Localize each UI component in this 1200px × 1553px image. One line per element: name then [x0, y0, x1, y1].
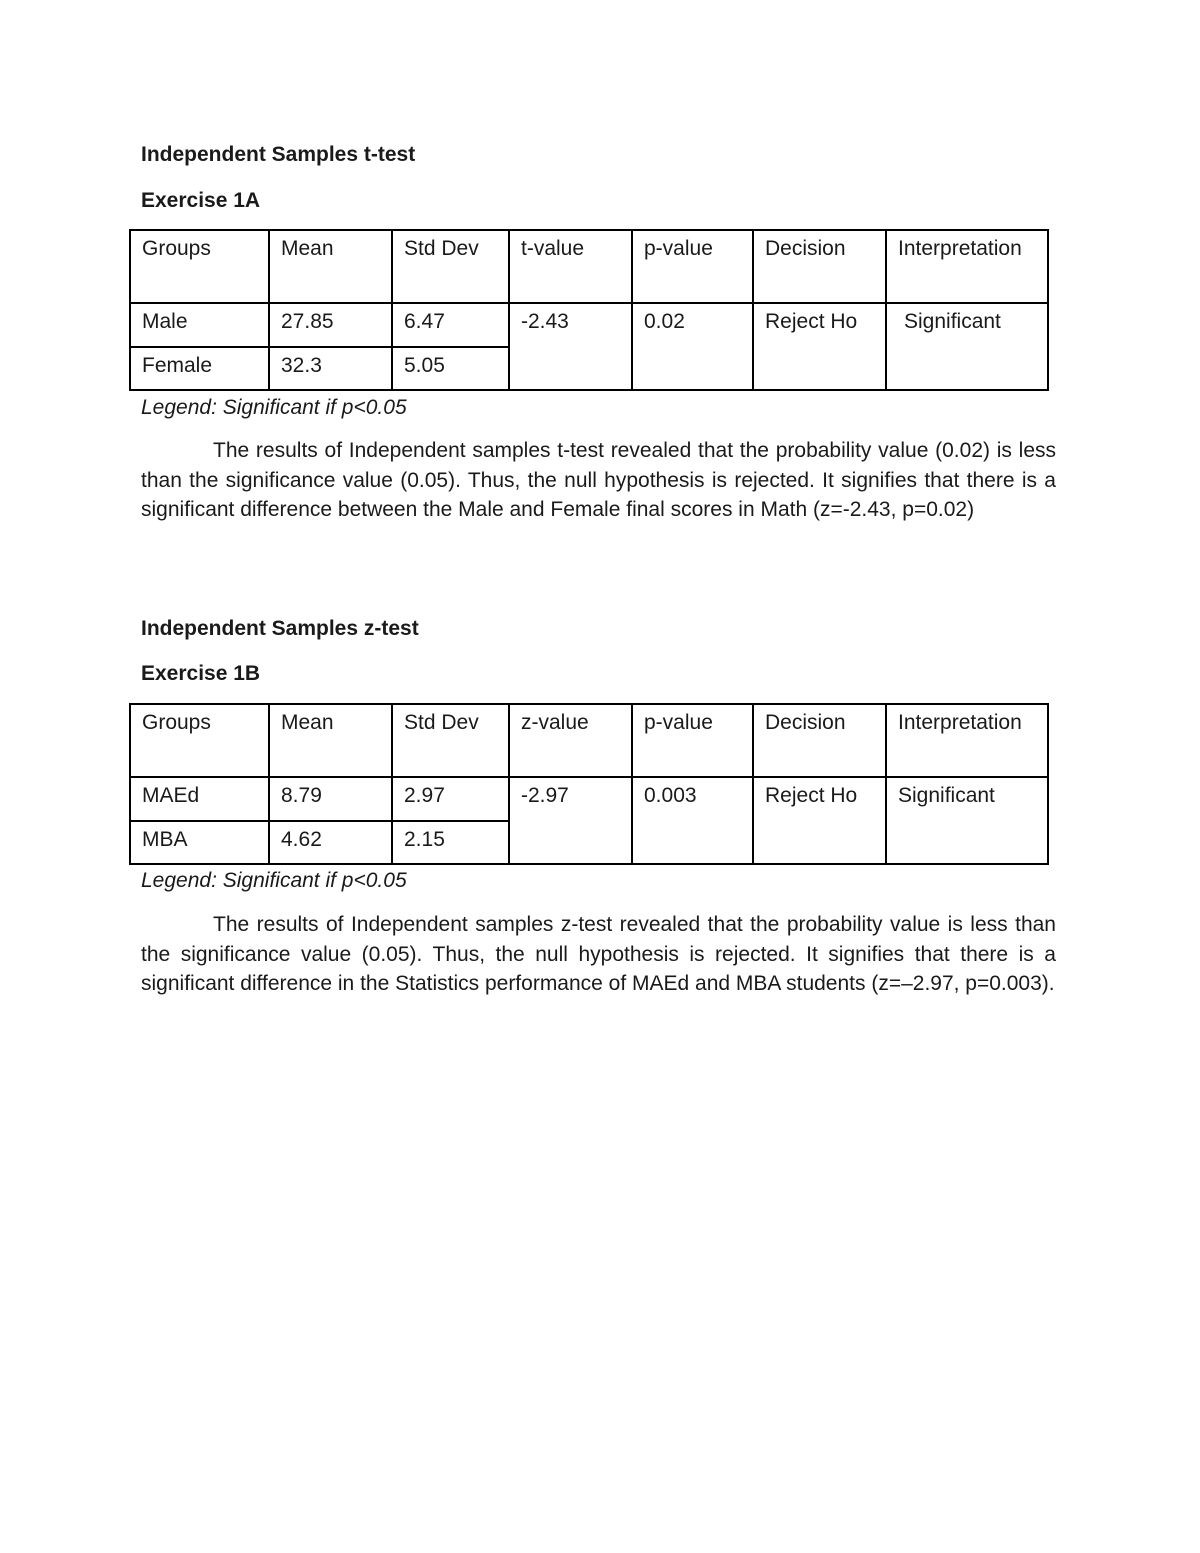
header-cell: z-value	[509, 704, 632, 777]
mean-cell: 8.79	[269, 777, 392, 821]
interpretation-cell: Significant	[886, 777, 1048, 864]
mean-cell: 4.62	[269, 821, 392, 864]
table-row	[130, 303, 1048, 347]
section-b-legend: Legend: Significant if p<0.05	[141, 869, 407, 892]
header-cell: Mean	[269, 230, 392, 303]
header-cell: Mean	[269, 704, 392, 777]
mean-cell: 27.85	[269, 303, 392, 347]
section-b-exercise: Exercise 1B	[141, 662, 261, 685]
header-cell: Interpretation	[886, 230, 1048, 303]
header-cell: Groups	[130, 704, 269, 777]
sd-cell: 2.15	[392, 821, 509, 864]
sd-cell: 6.47	[392, 303, 509, 347]
group-cell: Female	[130, 347, 269, 390]
header-cell: Decision	[753, 704, 886, 777]
section-a-paragraph: The results of Independent samples t-test revealed that the probability value (0.02) is less than the significance value (0.05). Thus, the null hypothesis is rejected. It signifies that there is a significant difference between the Male and Female final scores in Math (z=-2.43, p=0.02)	[141, 439, 1056, 521]
p-value-cell: 0.02	[632, 303, 753, 390]
table-header-row	[130, 230, 1048, 303]
header-cell: Std Dev	[392, 704, 509, 777]
header-cell: Decision	[753, 230, 886, 303]
header-cell: t-value	[509, 230, 632, 303]
section-b-paragraph: The results of Independent samples z-test revealed that the probability value is less than the significance value (0.05). Thus, the null hypothesis is rejected. It signifies that there is a significant difference in the Statistics performance of MAEd and MBA students (z=–2.97, p=0.003).	[141, 913, 1056, 995]
table-header-row	[130, 704, 1048, 777]
p-value-cell: 0.003	[632, 777, 753, 864]
decision-cell: Reject Ho	[753, 303, 886, 390]
section-b-table	[129, 703, 1049, 865]
group-cell: Male	[130, 303, 269, 347]
header-cell: Groups	[130, 230, 269, 303]
section-a-legend: Legend: Significant if p<0.05	[141, 396, 407, 419]
mean-cell: 32.3	[269, 347, 392, 390]
sd-cell: 5.05	[392, 347, 509, 390]
decision-cell: Reject Ho	[753, 777, 886, 864]
section-a-exercise: Exercise 1A	[141, 189, 261, 212]
z-value-cell: -2.97	[509, 777, 632, 864]
header-cell: p-value	[632, 230, 753, 303]
section-a-table	[129, 229, 1049, 391]
table-row	[130, 777, 1048, 821]
header-cell: p-value	[632, 704, 753, 777]
sd-cell: 2.97	[392, 777, 509, 821]
header-cell: Std Dev	[392, 230, 509, 303]
header-cell: Interpretation	[886, 704, 1048, 777]
section-b-title: Independent Samples z-test	[141, 617, 419, 640]
interpretation-cell: Significant	[886, 303, 1048, 390]
group-cell: MBA	[130, 821, 269, 864]
section-a-title: Independent Samples t-test	[141, 143, 416, 166]
t-value-cell: -2.43	[509, 303, 632, 390]
group-cell: MAEd	[130, 777, 269, 821]
